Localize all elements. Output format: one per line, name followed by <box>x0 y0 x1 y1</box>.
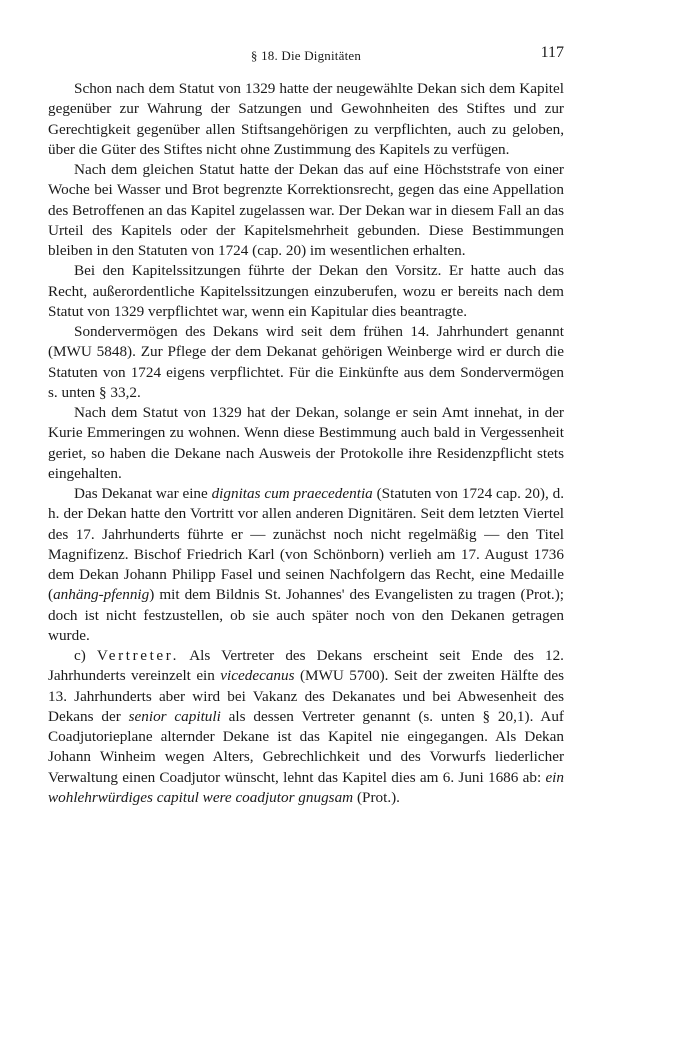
text-run: (Statuten von 1724 cap. 20), d. h. der Dekan hatte den Vortritt vor allen anderen Dignitären. Seit dem letzten Viertel des 17. Jahrhunderts führte er — zunächst noch nicht regelmäßig — den Titel Magnifizenz. Bischof Friedrich Karl (von Schönborn) verlieh am 17. August 1736 dem Dekan Johann Philipp Fasel und seinen Nachfolgern das Recht, eine Medaille ( <box>48 485 565 604</box>
quoted-term: ein wohlehrwürdiges capitul were coadjutor gnugsam <box>48 768 564 806</box>
paragraph-chapter-sessions: Bei den Kapitelssitzungen führte der Dekan den Vorsitz. Er hatte auch das Recht, außerordentliche Kapitelssitzungen einzuberufen, wozu er bereits nach dem Statut von 1329 verpflichtet war, wenn ein Kapitular dies beantragte. <box>48 262 564 320</box>
paragraph-special-assets: Sondervermögen des Dekans wird seit dem frühen 14. Jahrhundert genannt (MWU 5848). Zur Pflege der dem Dekanat gehörigen Weinberge wird er durch die Statuten von 1724 eigens verpflichtet. Für die Einkünfte aus dem Sondervermögen s. unten § 33,2. <box>48 323 564 401</box>
paragraph-representative <box>48 646 564 808</box>
text-run: (MWU 5700). Seit der zweiten Hälfte des 13. Jahrhunderts aber wird bei Vakanz des Dekanates und bei Abwesenheit des Dekans der <box>48 667 564 725</box>
running-head: § 18. Die Dignitäten <box>250 48 362 63</box>
page-header <box>48 44 564 68</box>
paragraph-correction-right: Nach dem gleichen Statut hatte der Dekan das auf eine Höchststrafe von einer Woche bei Wasser und Brot begrenzte Korrektionsrecht, gegen das eine Appellation des Betroffenen an das Kapitel zugelassen war. Der Dekan war in diesem Fall an das Urteil des Kapitels oder der Kapitelsmehrheit gebunden. Diese Bestimmungen bleiben in den Statuten von 1724 (cap. 20) im wesentlichen erhalten. <box>48 161 564 259</box>
body-text <box>48 79 564 808</box>
page-number: 117 <box>540 44 564 61</box>
latin-term: vicedecanus <box>220 667 295 685</box>
text-run: Das Dekanat war eine <box>74 485 212 502</box>
section-heading: Vertreter. <box>96 647 179 664</box>
text-run: (Prot.). <box>353 788 400 806</box>
paragraph-residence: Nach dem Statut von 1329 hat der Dekan, solange er sein Amt innehat, in der Kurie Emmeringen zu wohnen. Wenn diese Bestimmung auch bald in Vergessenheit geriet, so haben die Dekane nach Ausweis der Protokolle ihre Residenzpflicht stets eingehalten. <box>48 404 564 482</box>
latin-term: senior capituli <box>128 707 221 725</box>
text-run: ) mit dem Bildnis St. Johannes' des Evangelisten zu tragen (Prot.); doch ist nicht festzustellen, ob sie auch später noch von den Dekanen getragen wurde. <box>48 586 564 644</box>
paragraph-dean-oath: Schon nach dem Statut von 1329 hatte der neugewählte Dekan sich dem Kapitel gegenüber zur Wahrung der Satzungen und Gewohnheiten des Stiftes und zur Gerechtigkeit gegenüber allen Stiftsangehörigen zu verpflichten, auch zu geloben, über die Güter des Stiftes nicht ohne Zustimmung des Kapitels zu verfügen. <box>48 80 564 158</box>
paragraph-precedence <box>48 484 564 646</box>
text-run: als dessen Vertreter genannt (s. unten § 20,1). Auf Coadjutorieplane alternder Dekane ist das Kapitel nie eingegangen. Als Dekan Johann Winheim wegen Alters, Gebrechlichkeit und des Vorwurfs liederlicher Verwaltung einen Coadjutor wünscht, lehnt das Kapitel dies am 6. Juni 1686 ab: <box>48 707 564 786</box>
text-run: c) <box>74 647 97 664</box>
quoted-term: anhäng-pfennig <box>53 586 150 604</box>
text-run: Als Vertreter des Dekans erscheint seit Ende des 12. Jahrhunderts vereinzelt ein <box>48 647 564 685</box>
latin-term: dignitas cum praecedentia <box>211 485 373 502</box>
